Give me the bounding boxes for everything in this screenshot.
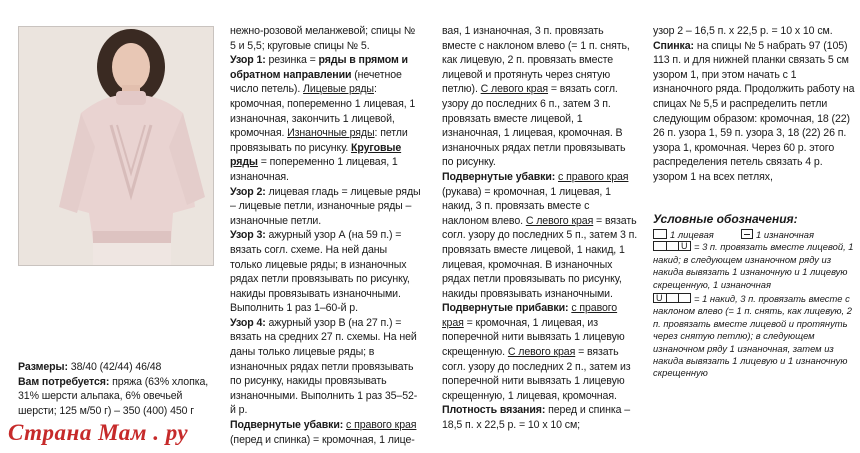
- sleeve-text-b: (рукава) = кромочная, 1 лицевая, 1 накид, 3 п. провязать вместе с наклоном влево.: [442, 185, 611, 227]
- increase-text-b: = кромочная, 1 лицевая, из поперечной нити вывязать 1 лицевую скрещенную.: [442, 316, 625, 359]
- gauge-continued: узор 2 – 16,5 п. х 22,5 р. = 10 х 10 см.: [653, 25, 833, 37]
- decrease-right-edge: с правого края: [346, 419, 417, 432]
- site-watermark: Страна Мам . ру: [8, 420, 189, 445]
- pattern-1-text-d: : кромочная, попеременно 1 лицевая, 1 изнаночная, закончить 1 лицевой, кромочная.: [230, 83, 416, 140]
- decrease-continued: вая, 1 изнаночная, 3 п. провязать вместе с наклоном влево (= 1 п. снять, как лицевую, 2 п. провязать вместе лицевой и протянуть через снятую петлю).: [442, 25, 630, 96]
- pattern-2-text: лицевая гладь = лицевые ряды – лицевые петли, изнаночные ряды – изнаночные петли.: [230, 185, 421, 227]
- pattern-3-label: Узор 3:: [230, 229, 266, 242]
- left-edge-label-1: С левого края: [480, 83, 549, 96]
- round-rows-label: Круговые ряды: [230, 141, 402, 169]
- sizes-value: 38/40 (42/44) 46/48: [67, 361, 162, 373]
- legend-knit: 1 лицевая: [670, 229, 714, 240]
- decrease-text: (перед и спинка) = кромочная, 1 лице-: [230, 433, 415, 446]
- yarn-continued: нежно-розовой меланжевой; спицы № 5 и 5,5; круговые спицы № 5.: [230, 25, 416, 52]
- decrease-label: Подвернутые убавки:: [230, 419, 344, 432]
- legend-purl: 1 изнаночная: [756, 229, 814, 240]
- pattern-1-text-c: (нечетное число петель).: [230, 68, 402, 96]
- yo-sk2p-symbol-icon: [653, 293, 691, 303]
- sleeve-decrease-label: Подвернутые убавки:: [442, 170, 556, 183]
- face-rows-label: Лицевые ряды: [303, 83, 374, 96]
- materials-value: пряжа (63% хлопка, 31% шерсти альпака, 6% овечьей шерсти; 125 м/50 г) – 350 (400) 450 г: [18, 375, 209, 417]
- decrease-left-text: = вязать согл. узору до последних 6 п., затем 3 п. провязать вместе лицевой, 1 изнаночная, 1 лицевая, кромочная. В изнаночных рядах петли провязывать по рисунку.: [442, 83, 626, 169]
- increase-text-c: = вязать согл. узору до последних 2 п., затем из поперечной нити вывязать 1 лицевую скрещенную, 1 лицевая, кромочная.: [442, 346, 631, 402]
- sweater-photo: [18, 26, 214, 266]
- left-edge-label-2: С левого края: [525, 214, 594, 227]
- purl-rows-label: Изнаночные ряды: [287, 127, 375, 140]
- legend: [653, 229, 855, 380]
- gauge-label: Плотность вязания:: [442, 404, 546, 417]
- model-illustration: [19, 27, 214, 266]
- column-2: [230, 24, 422, 447]
- purl-symbol-icon: [741, 229, 753, 239]
- pattern-4-label: Узор 4:: [230, 316, 266, 329]
- back-text: на спицы № 5 набрать 97 (105) 113 п. и для нижней планки связать 5 см узором 1, при этом начать с 1 изнаночного ряда. Продолжить работу на спицах № 5,5 и распределить петли следующим образом: кромочная, 18 (22) 26 п. узора 1, 59 п. узора 3, 18 (22) 26 п. узора 1, кромочная. Через 60 р. этого распределения петель связать 4 р. узором 1 на всех петлях,: [653, 39, 855, 183]
- pattern-1-rows-note: ряды в прямом и обратном направлении: [230, 54, 408, 81]
- yo-mark-2: U: [656, 293, 663, 304]
- legend-sym4: = 1 накид, 3 п. провязать вместе с наклоном влево (= 1 п. снять, как лицевую, 2 п. провязать вместе лицевой и протянуть через снятую петлю); в следующем изнаночном ряду 1 изнаночная, затем из накида вывязать 1 лицевую и 1 изнаночную скрещенную: [653, 293, 852, 379]
- knit-symbol-icon: [653, 229, 667, 239]
- pattern-2-label: Узор 2:: [230, 185, 266, 198]
- legend-title: Условные обозначения:: [653, 212, 798, 226]
- pattern-1-text-e: : петли провязывать по рисунку.: [230, 127, 408, 154]
- increase-label: Подвернутые прибавки:: [442, 302, 569, 315]
- materials-label: Вам потребуется:: [18, 375, 110, 388]
- k3tog-yo-symbol-icon: [653, 241, 691, 251]
- pattern-4-text: ажурный узор В (на 27 п.) = вязать на средних 27 п. схемы. На ней даны только лицевые ряды; в изнаночных рядах петли провязывать по рисунку, накиды провязывать изнаночными. Выполнить 1 раз 35–52-й р.: [230, 316, 418, 417]
- sizes-label: Размеры:: [18, 361, 68, 373]
- increase-right-edge: с правого края: [442, 302, 618, 329]
- column-4: [653, 24, 855, 185]
- sleeve-right-edge: с правого края: [558, 170, 629, 183]
- yo-mark-1: U: [681, 241, 688, 252]
- back-label: Спинка:: [653, 39, 694, 52]
- pattern-1-text-f: = попеременно 1 лицевая, 1 изнаночная.: [230, 156, 398, 183]
- column-1: [18, 360, 218, 418]
- gauge-text: перед и спинка – 18,5 п. х 22,5 р. = 10 х 10 см;: [442, 404, 631, 432]
- pattern-3-text: ажурный узор А (на 59 п.) = вязать согл. схеме. На ней даны только лицевые ряды; в изнаночных рядах петли провязывать по рисунку, накиды провязывать изнаночными. Выполнить 1 раз 1–60-й р.: [230, 229, 410, 315]
- pattern-1-label: Узор 1:: [230, 54, 266, 67]
- sleeve-text-c: = вязать согл. узору до последних 5 п., затем 3 п. провязать вместе лицевой, 1 накид, 1 лицевая, кромочная. В изнаночных рядах петли провязывать по рисунку, накиды провязывать изнаночными.: [442, 214, 638, 300]
- legend-sym3: = 3 п. провязать вместе лицевой, 1 накид; в следующем изнаночном ряду из накида вывязать 1 изнаночную и 1 лицевую скрещенную, 1 изнаночная: [653, 241, 854, 290]
- left-edge-label-3: С левого края: [507, 346, 576, 359]
- pattern-1-text-a: резинка =: [265, 54, 319, 67]
- column-3: [442, 24, 638, 433]
